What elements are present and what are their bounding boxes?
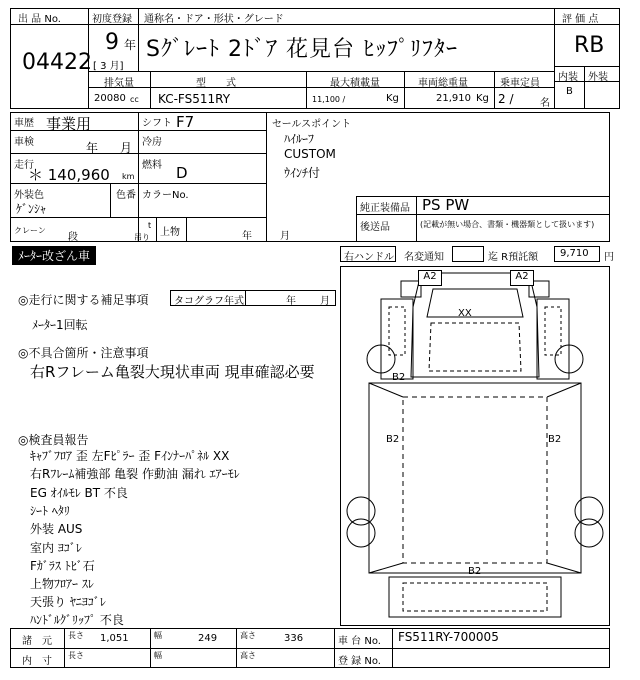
lot-no-label: 出 品 No. [18, 14, 61, 25]
model-title: Sｸﾞﾚｰﾄ 2ﾄﾞｱ 花見台 ﾋｯﾌﾟﾘﾌﾀｰ [146, 37, 458, 62]
upper-month-unit: 月 [280, 231, 290, 242]
inspector-line: 天張り ﾔﾆﾖｺﾞﾚ [30, 595, 106, 609]
damage-mark: B2 [386, 434, 400, 445]
crane-stage: 段 [68, 232, 78, 243]
mileage-value: ＊ 140,960 [28, 166, 110, 184]
inspector-line: 外装 AUS [30, 522, 83, 536]
crane-ton2: 吊り [134, 233, 150, 242]
shift-label: シフト [142, 118, 172, 129]
inner-length-label: 長さ [68, 651, 84, 660]
gross-weight-unit: Kg [476, 93, 489, 104]
defect-note: 右Rフレーム亀裂大現状車両 現車確認必要 [30, 363, 315, 381]
right-handle-label: 右ハンドル [344, 252, 394, 263]
inspector-line: ｷｬﾌﾞﾌﾛｱ 歪 左Fﾋﾟﾗｰ 歪 Fｲﾝﾅｰﾊﾟﾈﾙ XX [30, 449, 230, 463]
capacity-label: 乗車定員 [500, 78, 540, 89]
displacement-label: 排気量 [104, 78, 134, 89]
name-label: 通称名・ドア・形状・グレード [144, 14, 284, 25]
genuine-value: PS PW [422, 196, 470, 214]
height-label: 高さ [240, 631, 256, 640]
gross-weight-label: 車両総重量 [418, 78, 468, 89]
inspector-line: ｼｰﾄ ﾍﾀﾘ [30, 504, 70, 518]
lot-number: 04422 [22, 50, 92, 75]
displacement-unit: cc [130, 95, 139, 104]
inspector-line: 右Rﾌﾚｰﾑ補強部 亀裂 作動油 漏れ ｴｱｰﾓﾚ [30, 467, 240, 481]
history-label: 車歴 [14, 118, 34, 129]
color-no-label2: カラーNo. [142, 190, 189, 201]
sales-point-label: セールスポイント [272, 119, 352, 130]
inspector-line: EG ｵｲﾙﾓﾚ BT 不良 [30, 486, 128, 500]
inspection-label: 車検 [14, 137, 34, 148]
tacho-year-unit: 年 [286, 296, 296, 307]
interior-label: 内装 [558, 72, 578, 83]
inspector-label: ◎検査員報告 [18, 433, 89, 447]
length-value: 1,051 [100, 633, 129, 644]
color-value: ｹﾞﾝｼｬ [16, 202, 47, 216]
damage-mark: B2 [468, 566, 482, 577]
max-load-unit: Kg [386, 93, 399, 104]
damage-mark: A2 [418, 270, 442, 286]
tacho-label: タコグラフ年式 [174, 296, 244, 307]
aftermarket-note: (記載が無い場合、書類・機器類として扱います) [420, 220, 595, 229]
max-load-value: 11,100 / [312, 95, 346, 104]
score-value: RB [574, 33, 605, 58]
sales-point-3: ｳｲﾝﾁ付 [284, 166, 321, 180]
sales-point-1: ﾊｲﾙｰﾌ [284, 132, 315, 146]
exterior-label: 外装 [588, 72, 608, 83]
inspector-line: Fｶﾞﾗｽ ﾄﾋﾞ石 [30, 559, 95, 573]
interior-score: B [566, 86, 573, 97]
color-label: 外装色 [14, 190, 44, 201]
ac-label: 冷房 [142, 137, 162, 148]
registration-label: 登 録 No. [338, 656, 381, 667]
damage-mark: B2 [548, 434, 562, 445]
width-label: 幅 [154, 631, 162, 640]
shift-value: F7 [176, 113, 195, 131]
odometer-tamper-badge: ﾒｰﾀｰ改ざん車 [12, 246, 96, 265]
crane-label: クレーン [14, 226, 46, 235]
color-no-label: 色番 [116, 190, 136, 201]
reg-month: [ 3 月] [93, 61, 124, 72]
name-change-label: 名変通知 [404, 252, 444, 263]
genuine-label: 純正装備品 [360, 203, 410, 214]
defect-label: ◎不具合箇所・注意事項 [18, 346, 149, 360]
sales-point-2: CUSTOM [284, 147, 336, 161]
displacement-value: 20080 [94, 93, 126, 104]
aftermarket-label: 後送品 [360, 222, 390, 233]
model-label: 型 式 [196, 78, 236, 89]
tacho-month-unit: 月 [320, 296, 330, 307]
width-value: 249 [198, 633, 218, 644]
model-code: KC-FS511RY [158, 92, 231, 106]
length-label: 長さ [68, 631, 84, 640]
inspector-line: ﾊﾝﾄﾞﾙｸﾞﾘｯﾌﾟ 不良 [30, 613, 124, 627]
damage-mark: XX [458, 308, 472, 319]
height-value: 336 [284, 633, 304, 644]
chassis-value: FS511RY-700005 [398, 630, 499, 644]
capacity-unit: 名 [540, 98, 550, 109]
reg-year-unit: 年 [124, 38, 137, 52]
chassis-label: 車 台 No. [338, 636, 381, 647]
reg-year: 9 [105, 30, 119, 55]
name-change-box [452, 246, 484, 262]
history-value: 事業用 [46, 115, 92, 133]
mileage-label: 走行 [14, 160, 34, 171]
first-reg-label: 初度登録 [92, 14, 132, 25]
fuel-value: D [176, 164, 188, 182]
inspection-month-unit: 月 [120, 141, 133, 155]
crane-ton: t [148, 221, 152, 230]
inspector-line: 室内 ﾖｺﾞﾚ [30, 541, 82, 555]
upper-year-unit: 年 [242, 231, 252, 242]
driving-note-label: ◎走行に関する補足事項 [18, 293, 149, 307]
inner-dims-label: 内 寸 [22, 656, 52, 667]
damage-mark: A2 [510, 270, 534, 286]
inner-height-label: 高さ [240, 651, 256, 660]
max-load-label: 最大積載量 [330, 78, 380, 89]
damage-mark: B2 [392, 372, 406, 383]
fuel-label: 燃料 [142, 160, 162, 171]
gross-weight-value: 21,910 [436, 93, 471, 104]
inner-width-label: 幅 [154, 651, 162, 660]
inspector-line: 上物ﾌﾛｱｰ ｽﾚ [30, 577, 94, 591]
r-deposit-amount: 9,710 [560, 248, 589, 259]
r-deposit-unit: 円 [604, 252, 614, 263]
score-label: 評 価 点 [562, 14, 599, 25]
driving-note: ﾒｰﾀｰ1回転 [32, 318, 88, 332]
inspection-year-unit: 年 [86, 141, 99, 155]
r-deposit-label: 迄 R預託額 [488, 252, 539, 263]
upper-label: 上物 [160, 227, 180, 238]
capacity-value: 2 / [498, 92, 514, 106]
dims-label: 諸 元 [22, 636, 52, 647]
mileage-unit: km [122, 172, 135, 181]
